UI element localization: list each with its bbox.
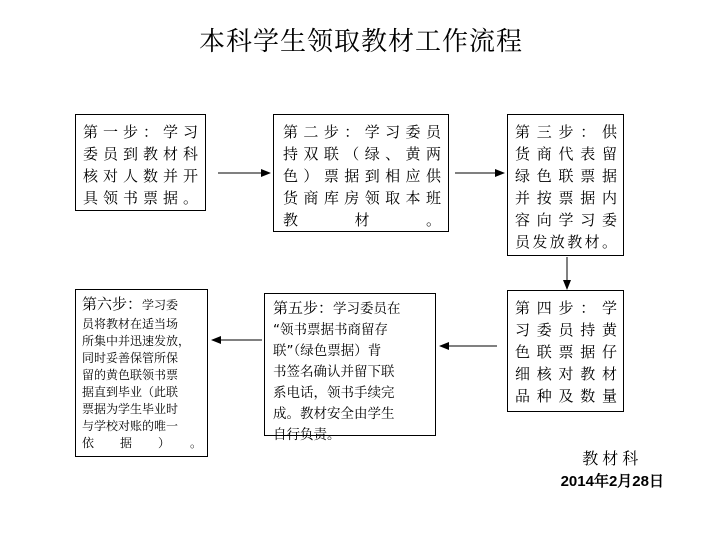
step-5-line: 系电话，领书手续完 [273, 385, 395, 401]
step-4-line: 品种及数量 [515, 387, 617, 405]
step-3-line: 容向学习委 [515, 211, 617, 229]
department-name: 教材科 [582, 451, 643, 468]
step-5-line: 联”（绿色票据）背 [273, 343, 382, 359]
step-2-line: 持双联（绿、黄两 [283, 145, 441, 163]
step-5-line: 学习委员在 [333, 301, 401, 317]
step-2-line: 教 材 。 [283, 211, 441, 229]
step-2-line: 货商库房领取本班 [283, 189, 441, 207]
step-4-line: 第四步：学 [515, 299, 617, 317]
step-6-line: 学习委 [142, 298, 179, 312]
step-3-line: 第三步：供 [515, 123, 617, 141]
step-2-line: 色）票据到相应供 [283, 167, 441, 185]
step-5-box [264, 293, 436, 443]
step-5-line: 成。教材安全由学生 [273, 406, 395, 422]
step-6-line: 留的黄色联领书票 [82, 368, 179, 382]
step-3-line: 员发放教材。 [515, 233, 617, 251]
step-5-heading: 第五步： [273, 299, 334, 317]
step-6-line: 所集中并迅速发放， [82, 334, 191, 348]
step-5-line: 自行负责。 [273, 427, 341, 443]
step-6-line: 同时妥善保管所保 [82, 351, 179, 365]
step-6-line: 与学校对账的唯一 [82, 419, 179, 433]
step-6-box [75, 289, 208, 457]
step-3-box [507, 114, 624, 256]
issue-date: 2014年2月28日 [560, 473, 664, 490]
step-4-box [507, 290, 624, 412]
step-1-line: 委员到教材科 [83, 145, 198, 163]
step-3-line: 绿色联票据 [515, 167, 617, 185]
step-6-heading: 第六步： [82, 295, 143, 313]
step-4-line: 色联票据仔 [515, 343, 617, 361]
step-6-line: 据直到毕业（此联 [82, 385, 179, 399]
step-1-line: 核对人数并开 [83, 167, 198, 185]
step-5-line: 书签名确认并留下联 [273, 364, 395, 380]
step-4-line: 细核对教材 [515, 365, 617, 383]
step-2-line: 第二步：学习委员 [283, 123, 441, 141]
page-title: 本科学生领取教材工作流程 [198, 27, 523, 57]
signature-block [561, 449, 664, 493]
step-1-box [75, 114, 206, 211]
step-4-line: 习委员持黄 [515, 321, 617, 339]
step-5-line: “领书票据书商留存 [273, 322, 388, 338]
step-5-heading-line [273, 298, 427, 320]
step-6-line: 依 据 ） 。 [82, 436, 202, 450]
step-1-line: 第一步：学习 [83, 123, 198, 141]
step-2-box [273, 114, 449, 232]
step-6-line: 员将教材在适当场 [82, 317, 179, 331]
step-3-line: 货商代表留 [515, 145, 617, 163]
step-3-line: 并按票据内 [515, 189, 617, 207]
step-1-line: 具领书票据。 [83, 189, 198, 207]
step-6-line: 票据为学生毕业时 [82, 402, 179, 416]
step-6-heading-line [82, 294, 202, 316]
